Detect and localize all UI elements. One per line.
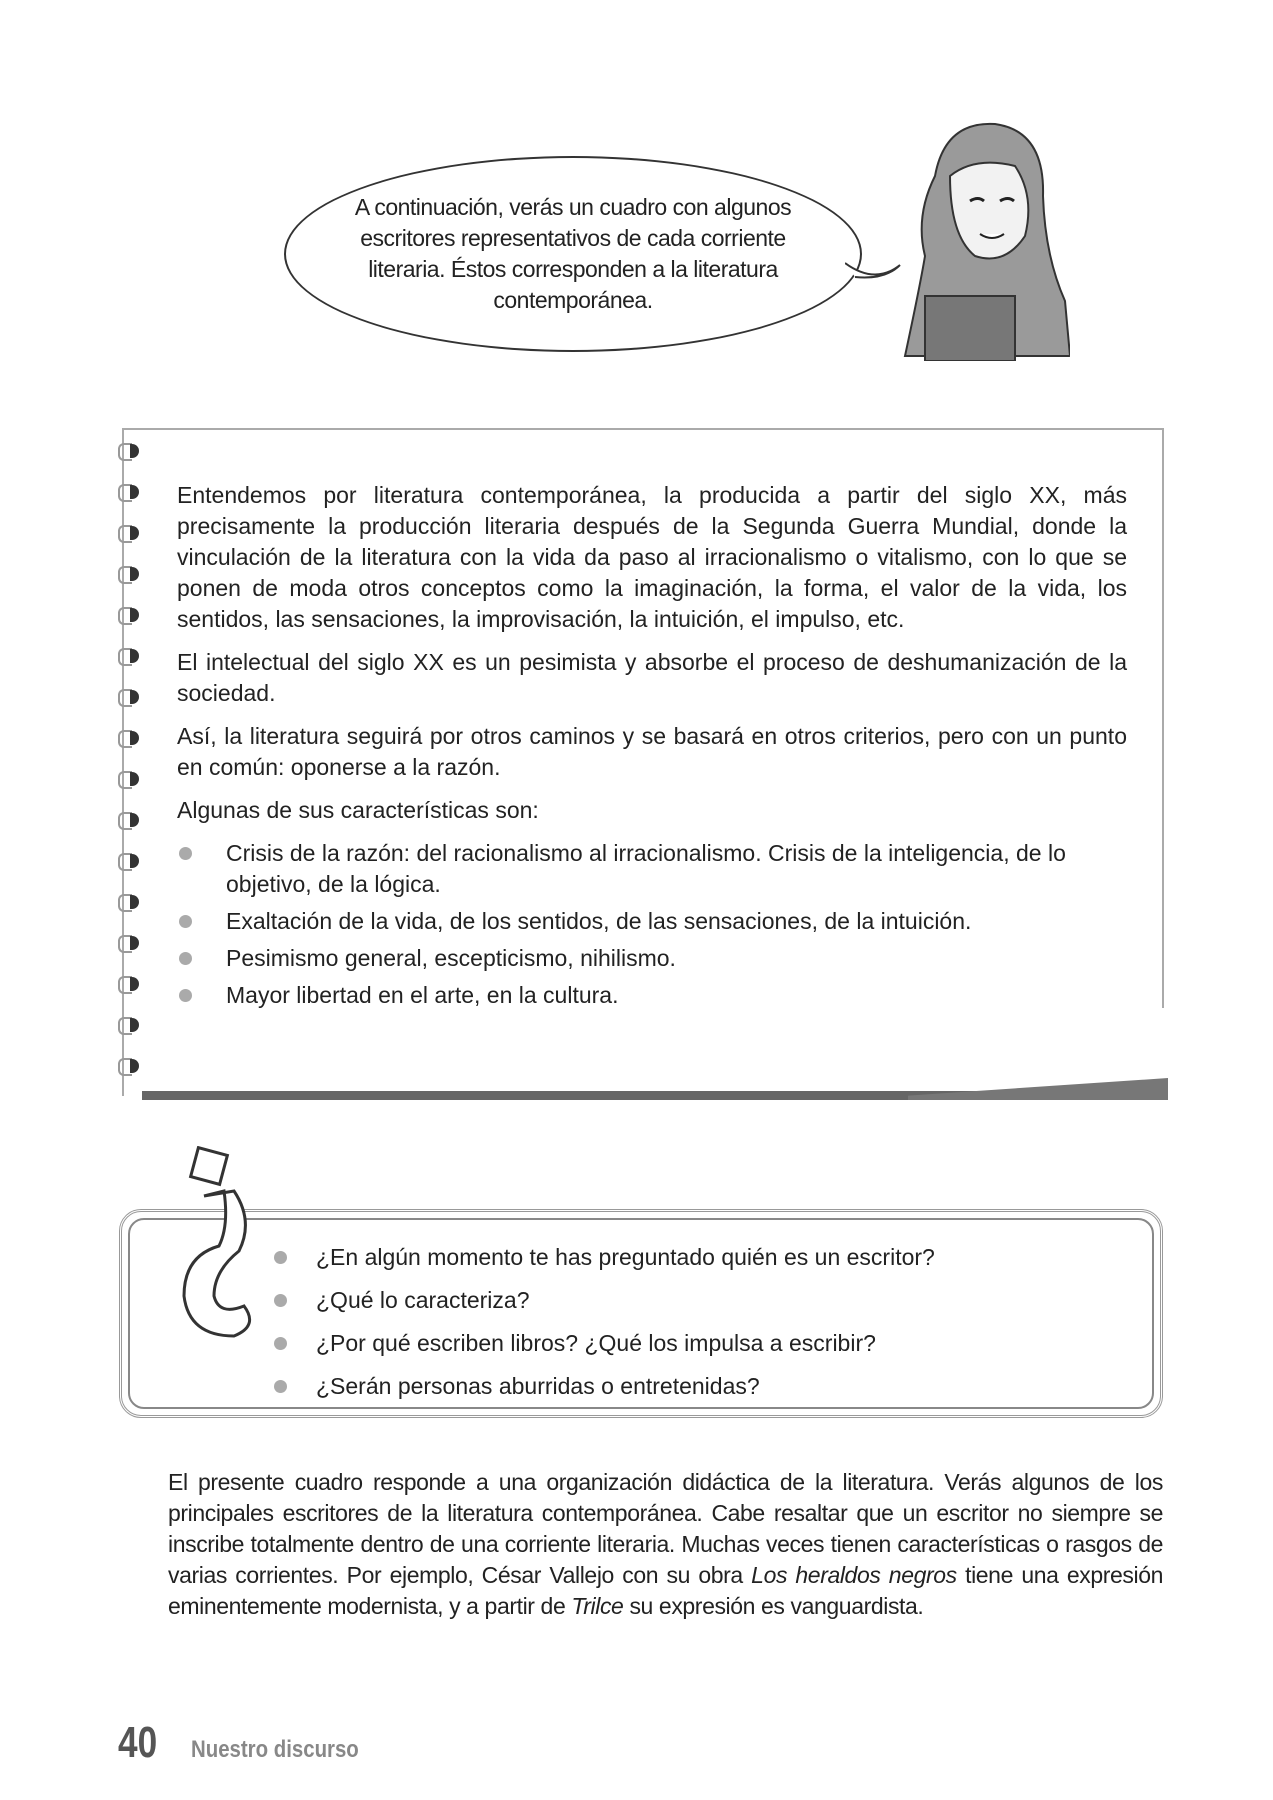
text: El presente cuadro responde a una organización didáctica de la literatura. Verás algunos de los principales escritores de la literatura contemporánea. Cabe resaltar que un escritor no siempre se inscribe totalmente dentro de una corriente literaria. Muchas veces tienen características o rasgos de varias corrientes. Por ejemplo, César Vallejo con su obra: [168, 1469, 1163, 1588]
list-item: Pesimismo general, escepticismo, nihilismo.: [177, 943, 1127, 974]
book-title-footer: Nuestro discurso: [190, 1736, 359, 1763]
list-item: Mayor libertad en el arte, en la cultura.: [177, 980, 1127, 1011]
book-title: Trilce: [571, 1593, 624, 1619]
notebook-card: [122, 428, 1162, 1096]
list-item: Exaltación de la vida, de los sentidos, de las sensaciones, de la intuición.: [177, 906, 1127, 937]
list-item: Crisis de la razón: del racionalismo al irracionalismo. Crisis de la inteligencia, de lo objetivo, de la lógica.: [177, 838, 1127, 900]
paragraph: Entendemos por literatura contemporánea, la producida a partir del siglo XX, más precisamente la producción literaria después de la Segunda Guerra Mundial, donde la vinculación de la literatura con la vida da paso al irracionalismo o vitalismo, con lo que se ponen de moda otros conceptos como la imaginación, la forma, el valor de la vida, los sentidos, las sensaciones, la improvisación, la intuición, el impulso, etc.: [177, 482, 1127, 632]
paragraph: El intelectual del siglo XX es un pesimista y absorbe el proceso de deshumanización de la sociedad.: [177, 649, 1127, 706]
question-item: ¿En algún momento te has preguntado quién es un escritor?: [272, 1242, 935, 1273]
paragraph: Así, la literatura seguirá por otros caminos y se basará en otros criterios, pero con un punto en común: oponerse a la razón.: [177, 723, 1127, 780]
speech-text: A continuación, verás un cuadro con algunos escritores representativos de cada corriente literaria. Éstos corresponden a la literatura contemporánea.: [354, 194, 792, 313]
text: tiene una expresión eminentemente modernista, y a partir de: [168, 1562, 1163, 1619]
book-title: Los heraldos negros: [751, 1562, 957, 1588]
question-item: ¿Serán personas aburridas o entretenidas?: [272, 1371, 935, 1402]
text: su expresión es vanguardista.: [623, 1593, 924, 1619]
page-number: 40: [118, 1718, 158, 1767]
question-item: ¿Por qué escriben libros? ¿Qué los impulsa a escribir?: [272, 1328, 935, 1359]
paragraph: Algunas de sus características son:: [177, 797, 539, 823]
question-mark-icon: [164, 1146, 264, 1346]
question-item: ¿Qué lo caracteriza?: [272, 1285, 935, 1316]
questions-box: [119, 1209, 1163, 1418]
speech-bubble: [284, 156, 862, 352]
page-footer: [118, 1718, 388, 1768]
girl-illustration: [895, 116, 1070, 361]
closing-paragraph: [168, 1467, 1163, 1622]
characteristics-list: [177, 838, 1127, 1011]
questions-list: [272, 1242, 935, 1414]
spiral-rings: [118, 440, 140, 1077]
